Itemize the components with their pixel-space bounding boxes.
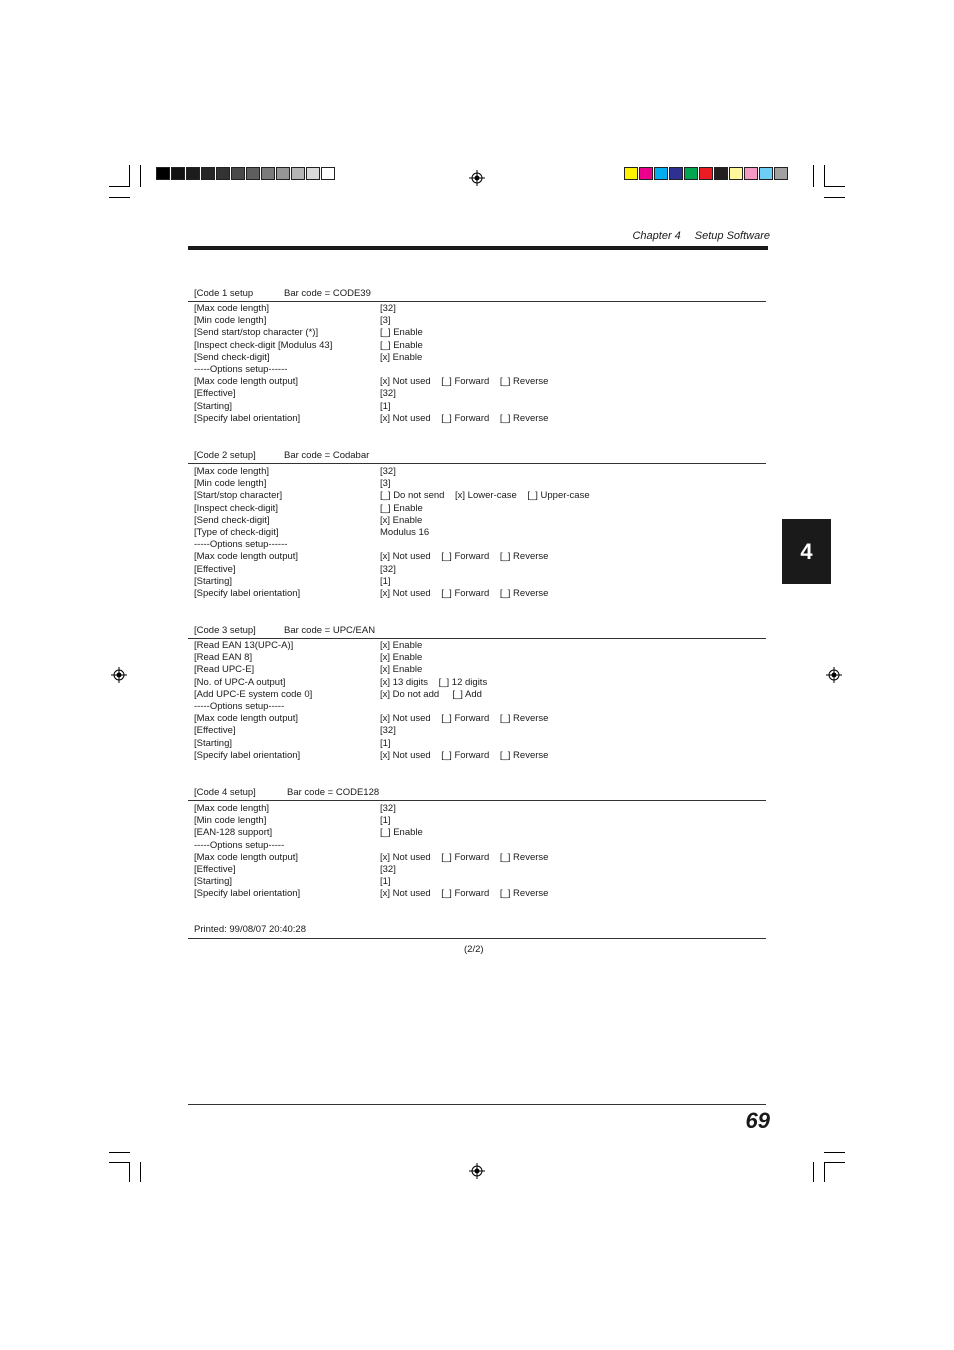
setting-label: [Specify label orientation] bbox=[194, 888, 301, 900]
crop-mark bbox=[824, 1152, 845, 1153]
setting-value: [_] Enable bbox=[380, 827, 423, 839]
registration-mark-icon bbox=[826, 667, 842, 683]
setting-value: [3] bbox=[380, 478, 391, 490]
registration-mark-icon bbox=[111, 667, 127, 683]
setting-label: [Inspect check-digit [Modulus 43] bbox=[194, 339, 333, 351]
setting-row bbox=[194, 713, 549, 725]
setting-value: [x] Not used [_] Forward [_] Reverse bbox=[380, 851, 549, 863]
gray-swatch bbox=[306, 167, 320, 180]
setting-value: [1] bbox=[380, 876, 391, 888]
setting-row bbox=[194, 640, 423, 652]
section-barcode-type: Bar code = CODE39 bbox=[284, 288, 371, 299]
section-rule bbox=[188, 301, 766, 302]
setting-value: [_] Enable bbox=[380, 502, 423, 514]
registration-mark-icon bbox=[469, 170, 485, 186]
setting-row bbox=[194, 502, 423, 515]
setting-row bbox=[194, 827, 423, 839]
gray-swatch bbox=[171, 167, 185, 180]
setting-label: [Effective] bbox=[194, 388, 236, 400]
setting-label: -----Options setup----- bbox=[194, 701, 285, 712]
setting-label: [No. of UPC-A output] bbox=[194, 676, 286, 688]
setting-value: [_] Enable bbox=[380, 339, 423, 351]
gray-swatch bbox=[231, 167, 245, 180]
setting-label: [EAN-128 support] bbox=[194, 827, 273, 839]
setting-row bbox=[194, 575, 391, 588]
setting-row bbox=[194, 339, 423, 352]
section-title bbox=[194, 625, 376, 636]
setting-label: [Min code length] bbox=[194, 315, 267, 327]
setting-label: [Type of check-digit] bbox=[194, 527, 279, 538]
gray-swatch bbox=[261, 167, 275, 180]
section-code-label: [Code 1 setup bbox=[194, 288, 254, 299]
color-calibration-bar bbox=[624, 167, 789, 180]
setting-value: [32] bbox=[380, 864, 396, 875]
setting-label: [Send check-digit] bbox=[194, 351, 270, 363]
setting-label: [Effective] bbox=[194, 725, 236, 737]
setting-row bbox=[194, 351, 423, 364]
crop-mark bbox=[129, 1162, 130, 1182]
setting-label: -----Options setup------ bbox=[194, 364, 288, 375]
setting-row bbox=[194, 490, 590, 502]
setting-row bbox=[194, 652, 423, 664]
setting-row bbox=[194, 888, 549, 900]
setting-row bbox=[194, 527, 430, 539]
color-swatch bbox=[759, 167, 773, 180]
gray-swatch bbox=[246, 167, 260, 180]
setting-row bbox=[194, 400, 391, 413]
chapter-tab-number: 4 bbox=[800, 538, 813, 564]
setting-value: [_] Enable bbox=[380, 327, 423, 339]
setting-value: [x] Enable bbox=[380, 351, 423, 363]
setting-label: -----Options setup----- bbox=[194, 839, 285, 851]
setting-row bbox=[194, 815, 391, 827]
registration-mark-icon bbox=[469, 1163, 485, 1179]
setting-row bbox=[194, 303, 396, 315]
setting-row bbox=[194, 364, 287, 376]
setting-value: [x] Not used [_] Forward [_] Reverse bbox=[380, 713, 549, 725]
section-code-label: [Code 2 setup] bbox=[194, 450, 256, 461]
setting-row bbox=[194, 851, 549, 864]
section-barcode-type: Bar code = UPC/EAN bbox=[284, 625, 376, 636]
crop-mark bbox=[109, 197, 130, 198]
setting-row bbox=[194, 388, 396, 400]
setting-value: [x] Not used [_] Forward [_] Reverse bbox=[380, 888, 549, 900]
setting-label: [Starting] bbox=[194, 400, 233, 412]
setting-row bbox=[194, 376, 549, 388]
setting-label: [Starting] bbox=[194, 737, 233, 749]
crop-mark bbox=[109, 1152, 130, 1153]
color-swatch bbox=[669, 167, 683, 180]
section-rule bbox=[188, 800, 766, 801]
section-barcode-type: Bar code = Codabar bbox=[284, 450, 370, 461]
color-swatch bbox=[699, 167, 713, 180]
setting-row bbox=[194, 803, 396, 815]
crop-mark bbox=[824, 1162, 825, 1182]
setting-row bbox=[194, 688, 482, 701]
setting-label: [Send check-digit] bbox=[194, 514, 270, 526]
setting-label: [Specify label orientation] bbox=[194, 588, 301, 599]
setting-value: [x] Not used [_] Forward [_] Reverse bbox=[380, 551, 549, 563]
setting-row bbox=[194, 864, 396, 876]
setting-label: [Min code length] bbox=[194, 815, 267, 827]
setting-value: [x] Not used [_] Forward [_] Reverse bbox=[380, 412, 549, 424]
grayscale-calibration-bar bbox=[156, 167, 336, 180]
setting-value: [1] bbox=[380, 737, 391, 749]
color-swatch bbox=[744, 167, 758, 180]
setting-value: Modulus 16 bbox=[380, 527, 430, 538]
setting-label: [Max code length] bbox=[194, 466, 269, 477]
setting-value: [32] bbox=[380, 563, 396, 575]
setting-value: [x] Do not add [_] Add bbox=[380, 688, 482, 700]
setting-value: [1] bbox=[380, 815, 391, 827]
setting-row bbox=[194, 539, 287, 551]
setting-label: [Add UPC-E system code 0] bbox=[194, 688, 313, 700]
color-swatch bbox=[774, 167, 788, 180]
crop-mark bbox=[109, 186, 130, 187]
setting-value: [x] Not used [_] Forward [_] Reverse bbox=[380, 588, 549, 599]
printout-bottom-rule bbox=[188, 938, 766, 939]
crop-mark bbox=[824, 186, 845, 187]
chapter-title: Setup Software bbox=[694, 230, 770, 242]
setting-label: [Read EAN 8] bbox=[194, 652, 253, 664]
gray-swatch bbox=[156, 167, 170, 180]
setting-label: [Max code length output] bbox=[194, 713, 299, 725]
setting-value: [x] Enable bbox=[380, 652, 423, 664]
setting-row bbox=[194, 478, 391, 490]
setting-value: [3] bbox=[380, 315, 391, 327]
setting-value: [32] bbox=[380, 388, 396, 400]
color-swatch bbox=[714, 167, 728, 180]
crop-mark bbox=[109, 1162, 130, 1163]
printout-page-indicator: (2/2) bbox=[464, 944, 484, 955]
setting-value: [x] Enable bbox=[380, 640, 423, 651]
setting-row bbox=[194, 412, 549, 425]
color-swatch bbox=[639, 167, 653, 180]
color-swatch bbox=[684, 167, 698, 180]
section-title bbox=[194, 450, 370, 461]
setting-label: [Effective] bbox=[194, 563, 236, 575]
crop-mark bbox=[824, 1162, 845, 1163]
gray-swatch bbox=[291, 167, 305, 180]
setting-label: [Max code length] bbox=[194, 303, 269, 314]
setting-row bbox=[194, 551, 549, 563]
setting-label: -----Options setup------ bbox=[194, 539, 288, 551]
setting-value: [x] Not used [_] Forward [_] Reverse bbox=[380, 376, 549, 388]
section-title bbox=[194, 787, 380, 798]
setting-row bbox=[194, 701, 284, 713]
setting-label: [Effective] bbox=[194, 864, 236, 875]
setting-value: [x] Enable bbox=[380, 514, 423, 526]
setting-value: [1] bbox=[380, 575, 391, 587]
setting-row bbox=[194, 315, 391, 327]
chapter-label: Chapter 4 bbox=[632, 230, 681, 242]
section-rule bbox=[188, 463, 766, 464]
setting-value: [_] Do not send [x] Lower-case [_] Upper-case bbox=[380, 490, 590, 502]
setting-label: [Send start/stop character (*)] bbox=[194, 327, 319, 339]
setting-label: [Read EAN 13(UPC-A)] bbox=[194, 640, 294, 651]
printed-timestamp: Printed: 99/08/07 20:40:28 bbox=[194, 924, 306, 935]
setting-label: [Inspect check-digit] bbox=[194, 502, 278, 514]
color-swatch bbox=[729, 167, 743, 180]
crop-mark bbox=[140, 165, 141, 187]
setting-row bbox=[194, 725, 396, 737]
crop-mark bbox=[129, 165, 130, 187]
setting-row bbox=[194, 876, 391, 888]
crop-mark bbox=[813, 165, 814, 187]
setting-row bbox=[194, 466, 396, 478]
section-rule bbox=[188, 638, 766, 639]
setting-label: [Specify label orientation] bbox=[194, 412, 301, 424]
setting-label: [Max code length output] bbox=[194, 376, 299, 388]
setting-value: [x] 13 digits [_] 12 digits bbox=[380, 676, 488, 688]
gray-swatch bbox=[201, 167, 215, 180]
setting-label: [Read UPC-E] bbox=[194, 664, 255, 676]
header-rule bbox=[188, 246, 768, 250]
setting-row bbox=[194, 749, 549, 762]
setting-value: [32] bbox=[380, 725, 396, 737]
setting-label: [Max code length] bbox=[194, 803, 269, 814]
section-barcode-type: Bar code = CODE128 bbox=[287, 787, 380, 798]
setting-value: [32] bbox=[380, 303, 396, 314]
running-header bbox=[618, 230, 770, 242]
setting-value: [32] bbox=[380, 466, 396, 477]
crop-mark bbox=[824, 165, 825, 187]
color-swatch bbox=[654, 167, 668, 180]
setting-value: [x] Enable bbox=[380, 664, 423, 676]
section-code-label: [Code 3 setup] bbox=[194, 625, 256, 636]
gray-swatch bbox=[216, 167, 230, 180]
crop-mark bbox=[813, 1162, 814, 1182]
setting-row bbox=[194, 327, 423, 339]
setting-row bbox=[194, 676, 488, 689]
setting-label: [Starting] bbox=[194, 876, 233, 888]
setting-label: [Specify label orientation] bbox=[194, 749, 301, 761]
chapter-tab bbox=[782, 519, 831, 584]
gray-swatch bbox=[276, 167, 290, 180]
crop-mark bbox=[824, 197, 845, 198]
section-code-label: [Code 4 setup] bbox=[194, 787, 256, 798]
crop-mark bbox=[140, 1162, 141, 1182]
setting-row bbox=[194, 737, 391, 750]
setting-row bbox=[194, 563, 396, 576]
setting-value: [x] Not used [_] Forward [_] Reverse bbox=[380, 749, 549, 761]
setting-label: [Min code length] bbox=[194, 478, 267, 490]
setting-row bbox=[194, 840, 284, 852]
setting-value: [1] bbox=[380, 400, 391, 412]
setting-row bbox=[194, 514, 423, 527]
setting-label: [Max code length output] bbox=[194, 551, 299, 563]
setting-row bbox=[194, 664, 423, 676]
setting-label: [Starting] bbox=[194, 575, 233, 587]
page-number: 69 bbox=[745, 1108, 770, 1133]
color-swatch bbox=[624, 167, 638, 180]
gray-swatch bbox=[321, 167, 335, 180]
section-title bbox=[194, 288, 371, 299]
page-footer-rule bbox=[188, 1104, 766, 1105]
setting-row bbox=[194, 588, 549, 600]
setting-value: [32] bbox=[380, 803, 396, 814]
setting-label: [Start/stop character] bbox=[194, 490, 283, 502]
gray-swatch bbox=[186, 167, 200, 180]
setting-label: [Max code length output] bbox=[194, 851, 299, 863]
